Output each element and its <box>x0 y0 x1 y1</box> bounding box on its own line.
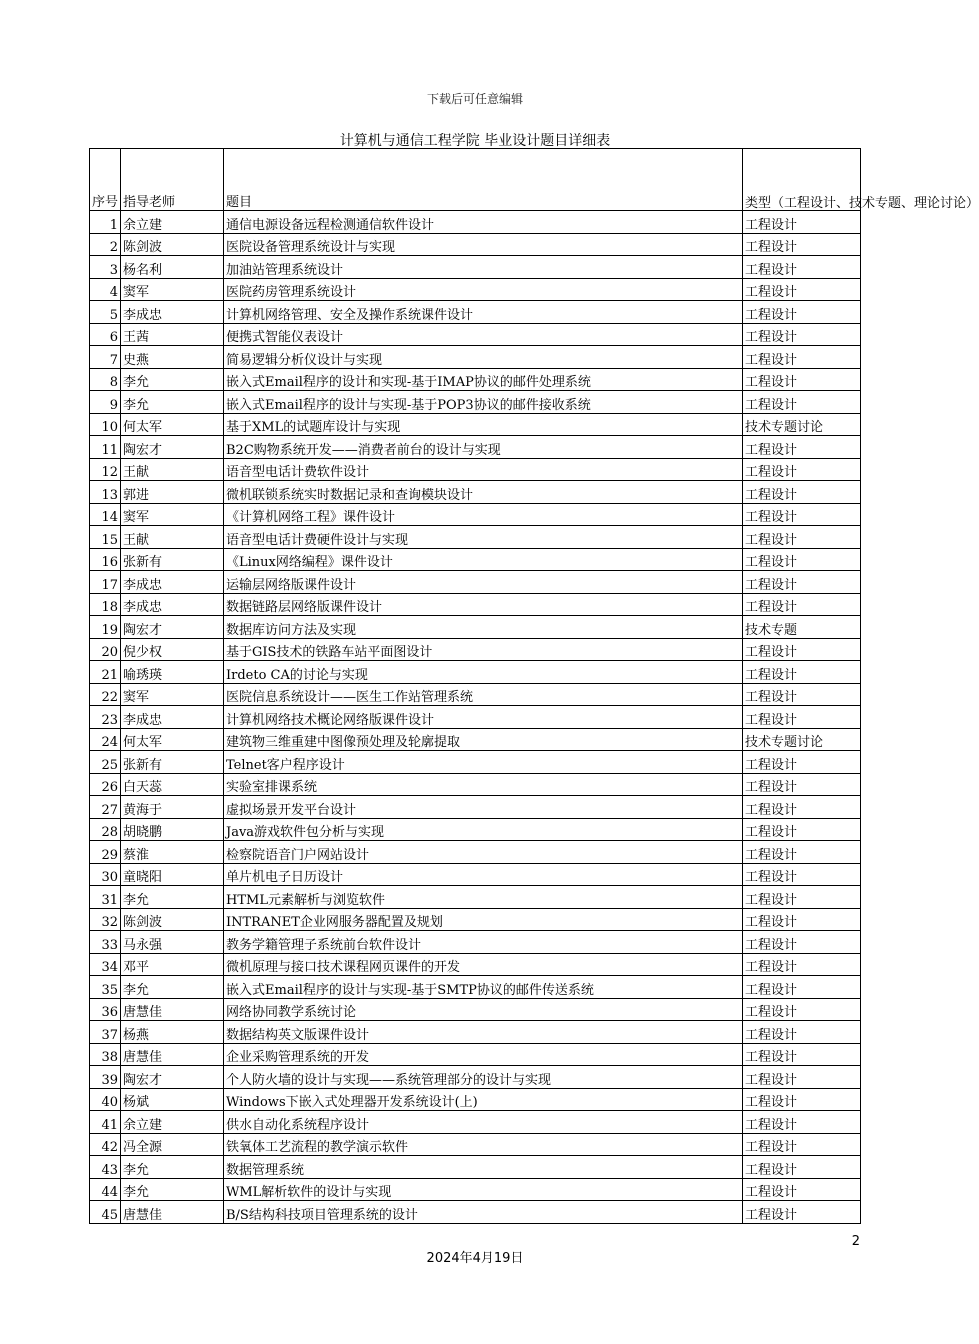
cell-topic: 个人防火墙的设计与实现——系统管理部分的设计与实现 <box>224 1066 743 1089</box>
cell-no: 35 <box>90 976 121 999</box>
table-header-row <box>90 149 861 211</box>
table-row <box>90 998 861 1021</box>
cell-type: 工程设计 <box>743 278 861 301</box>
cell-topic: 通信电源设备远程检测通信软件设计 <box>224 211 743 234</box>
column-header-type: 类型（工程设计、技术专题、理论讨论） <box>743 149 861 211</box>
table-row <box>90 548 861 571</box>
cell-topic: 数据结构英文版课件设计 <box>224 1021 743 1044</box>
cell-no: 28 <box>90 818 121 841</box>
cell-type: 工程设计 <box>743 481 861 504</box>
table-row <box>90 1111 861 1134</box>
table-row <box>90 256 861 279</box>
cell-no: 44 <box>90 1178 121 1201</box>
cell-advisor: 窦军 <box>121 503 224 526</box>
cell-no: 20 <box>90 638 121 661</box>
cell-topic: 企业采购管理系统的开发 <box>224 1043 743 1066</box>
cell-no: 45 <box>90 1201 121 1224</box>
table-row <box>90 953 861 976</box>
cell-topic: 数据管理系统 <box>224 1156 743 1179</box>
cell-type: 工程设计 <box>743 1111 861 1134</box>
cell-type: 工程设计 <box>743 1201 861 1224</box>
cell-type: 工程设计 <box>743 256 861 279</box>
cell-topic: B/S结构科技项目管理系统的设计 <box>224 1201 743 1224</box>
cell-no: 42 <box>90 1133 121 1156</box>
cell-advisor: 李成忠 <box>121 571 224 594</box>
cell-no: 6 <box>90 323 121 346</box>
cell-type: 工程设计 <box>743 796 861 819</box>
table-row <box>90 638 861 661</box>
table-row <box>90 661 861 684</box>
cell-type: 工程设计 <box>743 211 861 234</box>
cell-type: 工程设计 <box>743 571 861 594</box>
cell-type: 工程设计 <box>743 391 861 414</box>
cell-advisor: 陈剑波 <box>121 233 224 256</box>
cell-type: 工程设计 <box>743 1066 861 1089</box>
cell-no: 17 <box>90 571 121 594</box>
cell-topic: 医院设备管理系统设计与实现 <box>224 233 743 256</box>
cell-no: 13 <box>90 481 121 504</box>
cell-advisor: 李允 <box>121 1178 224 1201</box>
cell-advisor: 童晓阳 <box>121 863 224 886</box>
cell-advisor: 李允 <box>121 1156 224 1179</box>
cell-topic: Java游戏软件包分析与实现 <box>224 818 743 841</box>
cell-advisor: 陈剑波 <box>121 908 224 931</box>
cell-type: 技术专题讨论 <box>743 728 861 751</box>
cell-type: 工程设计 <box>743 841 861 864</box>
cell-topic: Telnet客户程序设计 <box>224 751 743 774</box>
cell-advisor: 李成忠 <box>121 706 224 729</box>
cell-no: 3 <box>90 256 121 279</box>
cell-type: 工程设计 <box>743 368 861 391</box>
cell-advisor: 陶宏才 <box>121 436 224 459</box>
cell-advisor: 蔡淮 <box>121 841 224 864</box>
table-row <box>90 233 861 256</box>
cell-topic: 计算机网络技术概论网络版课件设计 <box>224 706 743 729</box>
cell-no: 37 <box>90 1021 121 1044</box>
cell-type: 工程设计 <box>743 683 861 706</box>
cell-topic: INTRANET企业网服务器配置及规划 <box>224 908 743 931</box>
cell-advisor: 白天蕊 <box>121 773 224 796</box>
cell-advisor: 唐慧佳 <box>121 1201 224 1224</box>
cell-topic: 嵌入式Email程序的设计和实现-基于IMAP协议的邮件处理系统 <box>224 368 743 391</box>
column-header-advisor: 指导老师 <box>121 149 224 211</box>
cell-topic: 检察院语音门户网站设计 <box>224 841 743 864</box>
cell-advisor: 陶宏才 <box>121 616 224 639</box>
cell-no: 39 <box>90 1066 121 1089</box>
cell-no: 26 <box>90 773 121 796</box>
cell-advisor: 马永强 <box>121 931 224 954</box>
cell-no: 11 <box>90 436 121 459</box>
cell-no: 18 <box>90 593 121 616</box>
table-row <box>90 1178 861 1201</box>
cell-type: 工程设计 <box>743 1156 861 1179</box>
table-row <box>90 1156 861 1179</box>
cell-no: 23 <box>90 706 121 729</box>
cell-topic: 《计算机网络工程》课件设计 <box>224 503 743 526</box>
table-row <box>90 1043 861 1066</box>
cell-topic: 语音型电话计费硬件设计与实现 <box>224 526 743 549</box>
table-row <box>90 301 861 324</box>
cell-advisor: 李允 <box>121 976 224 999</box>
table-row <box>90 796 861 819</box>
cell-no: 33 <box>90 931 121 954</box>
cell-no: 10 <box>90 413 121 436</box>
cell-advisor: 李成忠 <box>121 593 224 616</box>
cell-topic: B2C购物系统开发——消费者前台的设计与实现 <box>224 436 743 459</box>
cell-advisor: 余立建 <box>121 1111 224 1134</box>
table-row <box>90 526 861 549</box>
table-row <box>90 1021 861 1044</box>
cell-no: 5 <box>90 301 121 324</box>
cell-no: 4 <box>90 278 121 301</box>
cell-advisor: 窦军 <box>121 683 224 706</box>
cell-type: 工程设计 <box>743 638 861 661</box>
cell-advisor: 唐慧佳 <box>121 998 224 1021</box>
cell-type: 工程设计 <box>743 346 861 369</box>
cell-advisor: 何太军 <box>121 413 224 436</box>
cell-advisor: 唐慧佳 <box>121 1043 224 1066</box>
cell-topic: 教务学籍管理子系统前台软件设计 <box>224 931 743 954</box>
column-header-no: 序号 <box>90 149 121 211</box>
cell-no: 32 <box>90 908 121 931</box>
cell-type: 工程设计 <box>743 233 861 256</box>
table-row <box>90 503 861 526</box>
table-row <box>90 323 861 346</box>
cell-advisor: 陶宏才 <box>121 1066 224 1089</box>
cell-topic: 《Linux网络编程》课件设计 <box>224 548 743 571</box>
cell-advisor: 邓平 <box>121 953 224 976</box>
table-row <box>90 481 861 504</box>
cell-topic: 运输层网络版课件设计 <box>224 571 743 594</box>
cell-advisor: 王献 <box>121 526 224 549</box>
cell-type: 工程设计 <box>743 908 861 931</box>
cell-advisor: 李允 <box>121 391 224 414</box>
cell-no: 30 <box>90 863 121 886</box>
cell-advisor: 张新有 <box>121 548 224 571</box>
cell-no: 29 <box>90 841 121 864</box>
cell-no: 19 <box>90 616 121 639</box>
cell-advisor: 窦军 <box>121 278 224 301</box>
cell-advisor: 黄海于 <box>121 796 224 819</box>
cell-type: 工程设计 <box>743 548 861 571</box>
cell-no: 1 <box>90 211 121 234</box>
header-note: 下载后可任意编辑 <box>426 92 523 106</box>
table-row <box>90 616 861 639</box>
cell-advisor: 李允 <box>121 886 224 909</box>
table-row <box>90 1066 861 1089</box>
cell-advisor: 张新有 <box>121 751 224 774</box>
cell-advisor: 郭进 <box>121 481 224 504</box>
cell-no: 38 <box>90 1043 121 1066</box>
table-row <box>90 751 861 774</box>
cell-type: 工程设计 <box>743 953 861 976</box>
cell-no: 40 <box>90 1088 121 1111</box>
cell-type: 工程设计 <box>743 1178 861 1201</box>
table-row <box>90 436 861 459</box>
cell-no: 31 <box>90 886 121 909</box>
cell-type: 工程设计 <box>743 863 861 886</box>
cell-type: 工程设计 <box>743 818 861 841</box>
cell-advisor: 王献 <box>121 458 224 481</box>
cell-advisor: 李允 <box>121 368 224 391</box>
column-header-topic: 题目 <box>224 149 743 211</box>
table-row <box>90 571 861 594</box>
table-row <box>90 413 861 436</box>
cell-no: 14 <box>90 503 121 526</box>
table-row <box>90 841 861 864</box>
table-row <box>90 346 861 369</box>
cell-topic: 数据链路层网络版课件设计 <box>224 593 743 616</box>
cell-type: 工程设计 <box>743 301 861 324</box>
table-row <box>90 931 861 954</box>
cell-no: 12 <box>90 458 121 481</box>
cell-type: 工程设计 <box>743 706 861 729</box>
cell-topic: 数据库访问方法及实现 <box>224 616 743 639</box>
cell-topic: 单片机电子日历设计 <box>224 863 743 886</box>
cell-topic: 建筑物三维重建中图像预处理及轮廓提取 <box>224 728 743 751</box>
cell-type: 工程设计 <box>743 661 861 684</box>
cell-topic: 实验室排课系统 <box>224 773 743 796</box>
document-title: 计算机与通信工程学院 毕业设计题目详细表 <box>339 133 611 149</box>
cell-advisor: 喻琇瑛 <box>121 661 224 684</box>
cell-type: 技术专题 <box>743 616 861 639</box>
cell-advisor: 杨斌 <box>121 1088 224 1111</box>
cell-no: 9 <box>90 391 121 414</box>
cell-no: 43 <box>90 1156 121 1179</box>
cell-no: 7 <box>90 346 121 369</box>
table-row <box>90 728 861 751</box>
cell-no: 41 <box>90 1111 121 1134</box>
cell-type: 工程设计 <box>743 323 861 346</box>
table-row <box>90 976 861 999</box>
cell-topic: 加油站管理系统设计 <box>224 256 743 279</box>
cell-topic: 网络协同教学系统讨论 <box>224 998 743 1021</box>
table-row <box>90 886 861 909</box>
table-row <box>90 863 861 886</box>
cell-type: 工程设计 <box>743 1043 861 1066</box>
cell-no: 15 <box>90 526 121 549</box>
table-row <box>90 706 861 729</box>
cell-topic: 便携式智能仪表设计 <box>224 323 743 346</box>
table-row <box>90 908 861 931</box>
cell-no: 25 <box>90 751 121 774</box>
cell-topic: 微机联锁系统实时数据记录和查询模块设计 <box>224 481 743 504</box>
cell-no: 34 <box>90 953 121 976</box>
cell-advisor: 倪少权 <box>121 638 224 661</box>
cell-topic: 嵌入式Email程序的设计与实现-基于SMTP协议的邮件传送系统 <box>224 976 743 999</box>
cell-type: 工程设计 <box>743 503 861 526</box>
table-row <box>90 458 861 481</box>
cell-no: 21 <box>90 661 121 684</box>
cell-advisor: 何太军 <box>121 728 224 751</box>
cell-advisor: 胡晓鹏 <box>121 818 224 841</box>
cell-type: 工程设计 <box>743 751 861 774</box>
topics-table <box>89 148 979 1224</box>
cell-type: 工程设计 <box>743 593 861 616</box>
table-row <box>90 1133 861 1156</box>
cell-type: 工程设计 <box>743 931 861 954</box>
cell-topic: 计算机网络管理、安全及操作系统课件设计 <box>224 301 743 324</box>
cell-type: 工程设计 <box>743 1021 861 1044</box>
cell-type: 工程设计 <box>743 1133 861 1156</box>
cell-type: 工程设计 <box>743 773 861 796</box>
cell-topic: 基于GIS技术的铁路车站平面图设计 <box>224 638 743 661</box>
cell-topic: Irdeto CA的讨论与实现 <box>224 661 743 684</box>
table-row <box>90 1201 861 1224</box>
cell-no: 27 <box>90 796 121 819</box>
cell-topic: 语音型电话计费软件设计 <box>224 458 743 481</box>
table-row <box>90 683 861 706</box>
cell-advisor: 冯全源 <box>121 1133 224 1156</box>
cell-topic: 微机原理与接口技术课程网页课件的开发 <box>224 953 743 976</box>
cell-advisor: 余立建 <box>121 211 224 234</box>
cell-topic: 基于XML的试题库设计与实现 <box>224 413 743 436</box>
cell-topic: HTML元素解析与浏览软件 <box>224 886 743 909</box>
cell-topic: 铁氧体工艺流程的教学演示软件 <box>224 1133 743 1156</box>
cell-type: 工程设计 <box>743 886 861 909</box>
table-row <box>90 1088 861 1111</box>
cell-no: 16 <box>90 548 121 571</box>
cell-advisor: 王茜 <box>121 323 224 346</box>
cell-topic: 医院信息系统设计——医生工作站管理系统 <box>224 683 743 706</box>
cell-advisor: 杨燕 <box>121 1021 224 1044</box>
table-body <box>90 211 861 1224</box>
cell-no: 36 <box>90 998 121 1021</box>
cell-topic: 医院药房管理系统设计 <box>224 278 743 301</box>
cell-no: 24 <box>90 728 121 751</box>
page-number: 2 <box>851 1234 860 1249</box>
cell-no: 8 <box>90 368 121 391</box>
table-row <box>90 773 861 796</box>
cell-type: 工程设计 <box>743 458 861 481</box>
table-row <box>90 391 861 414</box>
cell-advisor: 李成忠 <box>121 301 224 324</box>
cell-type: 工程设计 <box>743 976 861 999</box>
cell-topic: 供水自动化系统程序设计 <box>224 1111 743 1134</box>
cell-advisor: 史燕 <box>121 346 224 369</box>
cell-type: 工程设计 <box>743 436 861 459</box>
cell-no: 2 <box>90 233 121 256</box>
cell-topic: 虚拟场景开发平台设计 <box>224 796 743 819</box>
table-row <box>90 278 861 301</box>
cell-type: 工程设计 <box>743 526 861 549</box>
cell-type: 工程设计 <box>743 1088 861 1111</box>
table-row <box>90 211 861 234</box>
table-row <box>90 593 861 616</box>
cell-topic: Windows下嵌入式处理器开发系统设计(上) <box>224 1088 743 1111</box>
cell-type: 技术专题讨论 <box>743 413 861 436</box>
cell-topic: 嵌入式Email程序的设计与实现-基于POP3协议的邮件接收系统 <box>224 391 743 414</box>
table-row <box>90 368 861 391</box>
footer-date: 2024年4月19日 <box>426 1251 524 1266</box>
table-row <box>90 818 861 841</box>
cell-advisor: 杨名利 <box>121 256 224 279</box>
cell-type: 工程设计 <box>743 998 861 1021</box>
cell-no: 22 <box>90 683 121 706</box>
cell-topic: 简易逻辑分析仪设计与实现 <box>224 346 743 369</box>
cell-topic: WML解析软件的设计与实现 <box>224 1178 743 1201</box>
